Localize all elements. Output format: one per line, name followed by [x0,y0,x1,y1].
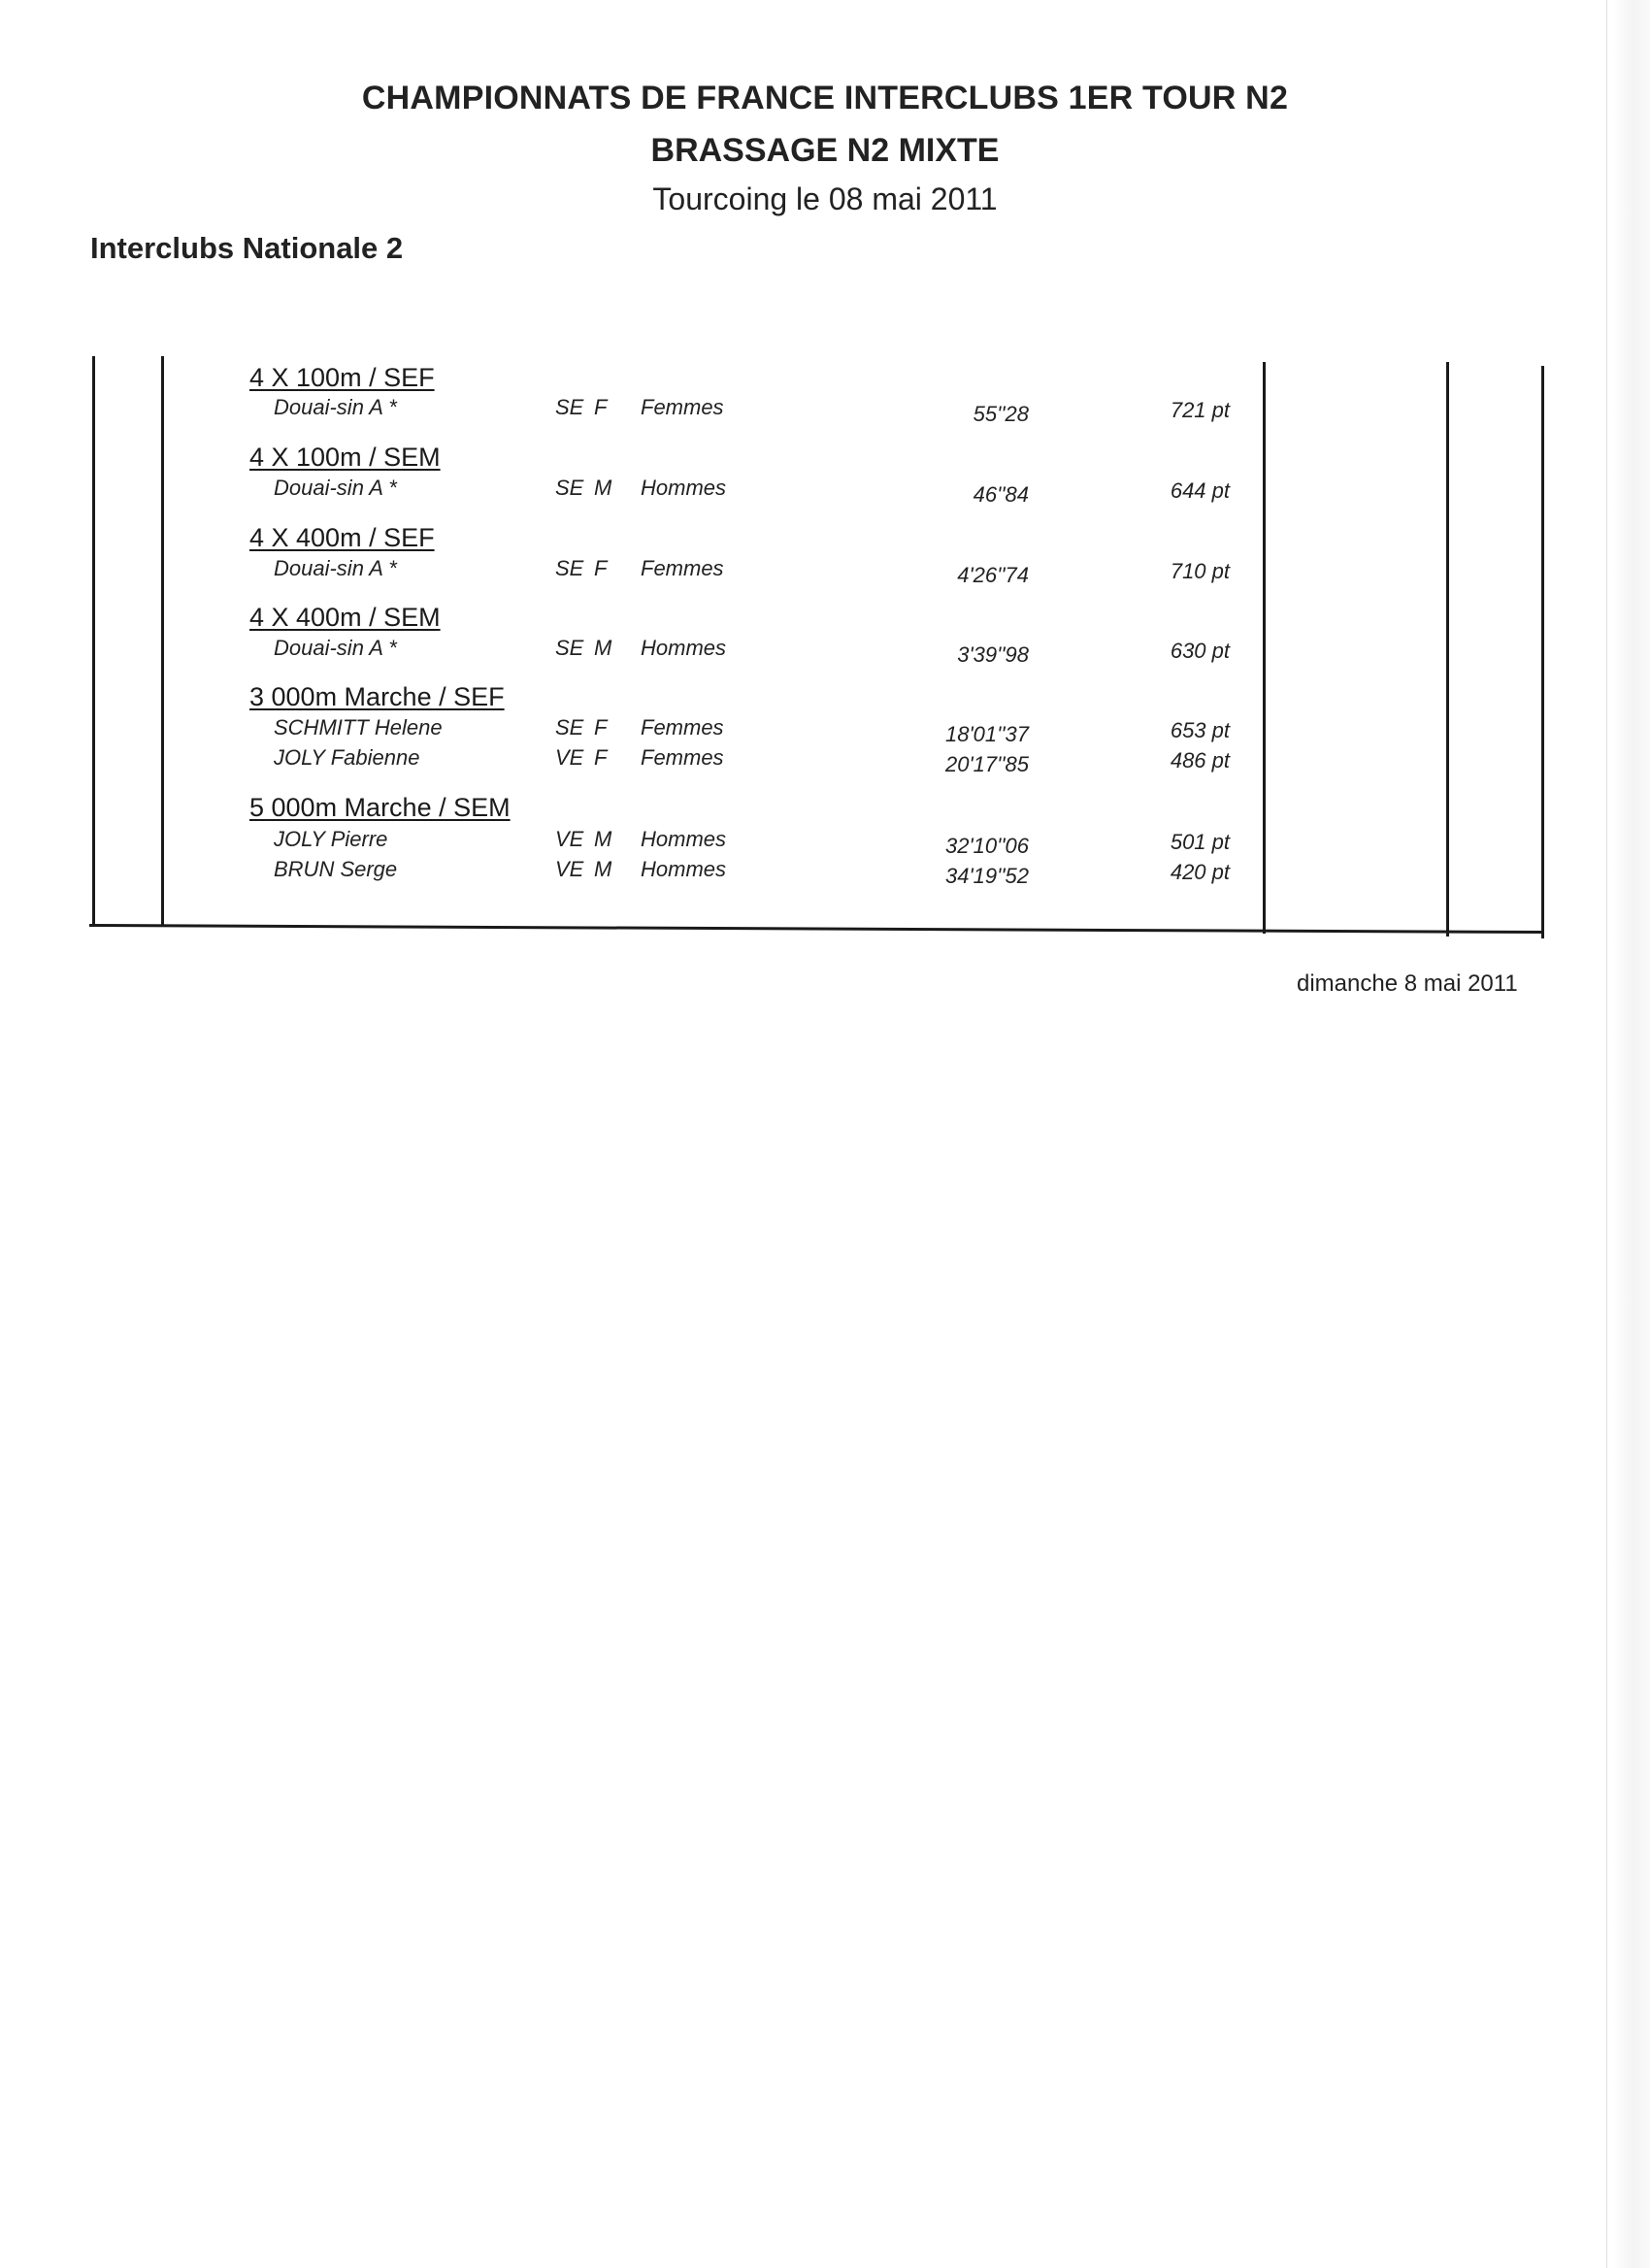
points-value: 710 pt [1170,559,1230,583]
athlete-name: Douai-sin A * [274,636,397,660]
document-title: CHAMPIONNATS DE FRANCE INTERCLUBS 1ER TOUR N2 [361,80,1289,116]
gender-label: Femmes [641,715,724,740]
athlete-name: Douai-sin A * [274,556,397,580]
performance-value: 18'01''37 [944,722,1029,746]
athlete-name: Douai-sin A * [274,395,397,419]
result-row [0,745,1650,776]
result-row [0,556,1650,587]
event-title: 5 000m Marche / SEM [249,793,511,822]
document-subtitle: BRASSAGE N2 MIXTE [650,132,1000,169]
category-code: VE [555,857,584,881]
performance-value: 3'39''98 [957,642,1029,667]
result-row [0,636,1650,667]
gender-label: Femmes [641,745,724,770]
result-row [0,715,1650,746]
sex-code: M [594,827,612,851]
event-title: 3 000m Marche / SEF [249,682,505,711]
points-value: 644 pt [1170,478,1230,503]
athlete-name: JOLY Fabienne [274,745,420,770]
athlete-name: BRUN Serge [274,857,398,881]
gender-label: Hommes [641,636,727,660]
athlete-name: JOLY Pierre [274,827,388,851]
sex-code: F [594,745,608,770]
points-value: 501 pt [1170,830,1230,854]
event-title: 4 X 400m / SEF [249,523,435,552]
performance-value: 34'19''52 [944,864,1029,888]
sex-code: F [594,556,608,580]
result-row [0,395,1650,426]
points-value: 721 pt [1170,398,1230,422]
table-border-bottom [89,924,1543,934]
category-code: SE [555,636,584,660]
footer-date: dimanche 8 mai 2011 [1297,970,1518,997]
points-value: 486 pt [1170,748,1230,772]
performance-value: 32'10''06 [944,834,1029,858]
points-value: 420 pt [1170,860,1230,884]
event-title: 4 X 100m / SEM [249,443,441,472]
gender-label: Femmes [641,395,724,419]
gender-label: Femmes [641,556,724,580]
category-code: SE [555,476,584,500]
performance-value: 20'17''85 [944,752,1029,776]
category-code: VE [555,827,584,851]
category-code: VE [555,745,584,770]
venue-date: Tourcoing le 08 mai 2011 [652,181,998,216]
sex-code: M [594,476,612,500]
gender-label: Hommes [641,476,727,500]
athlete-name: Douai-sin A * [274,476,397,500]
performance-value: 46''84 [973,482,1029,507]
points-value: 630 pt [1170,639,1230,663]
gender-label: Hommes [641,827,727,851]
gender-label: Hommes [641,857,727,881]
event-title: 4 X 400m / SEM [249,603,441,632]
category-code: SE [555,395,584,419]
performance-value: 4'26''74 [957,563,1029,587]
scan-edge [1613,0,1650,2268]
category-code: SE [555,715,584,740]
scan-edge-shadow [1606,0,1607,2268]
result-row [0,827,1650,858]
performance-value: 55''28 [973,402,1029,426]
category-code: SE [555,556,584,580]
result-row [0,476,1650,507]
event-title: 4 X 100m / SEF [249,363,435,392]
sex-code: F [594,715,608,740]
sex-code: M [594,857,612,881]
points-value: 653 pt [1170,718,1230,742]
athlete-name: SCHMITT Helene [274,715,443,740]
result-row [0,857,1650,888]
sex-code: M [594,636,612,660]
section-heading: Interclubs Nationale 2 [90,231,404,265]
sex-code: F [594,395,608,419]
